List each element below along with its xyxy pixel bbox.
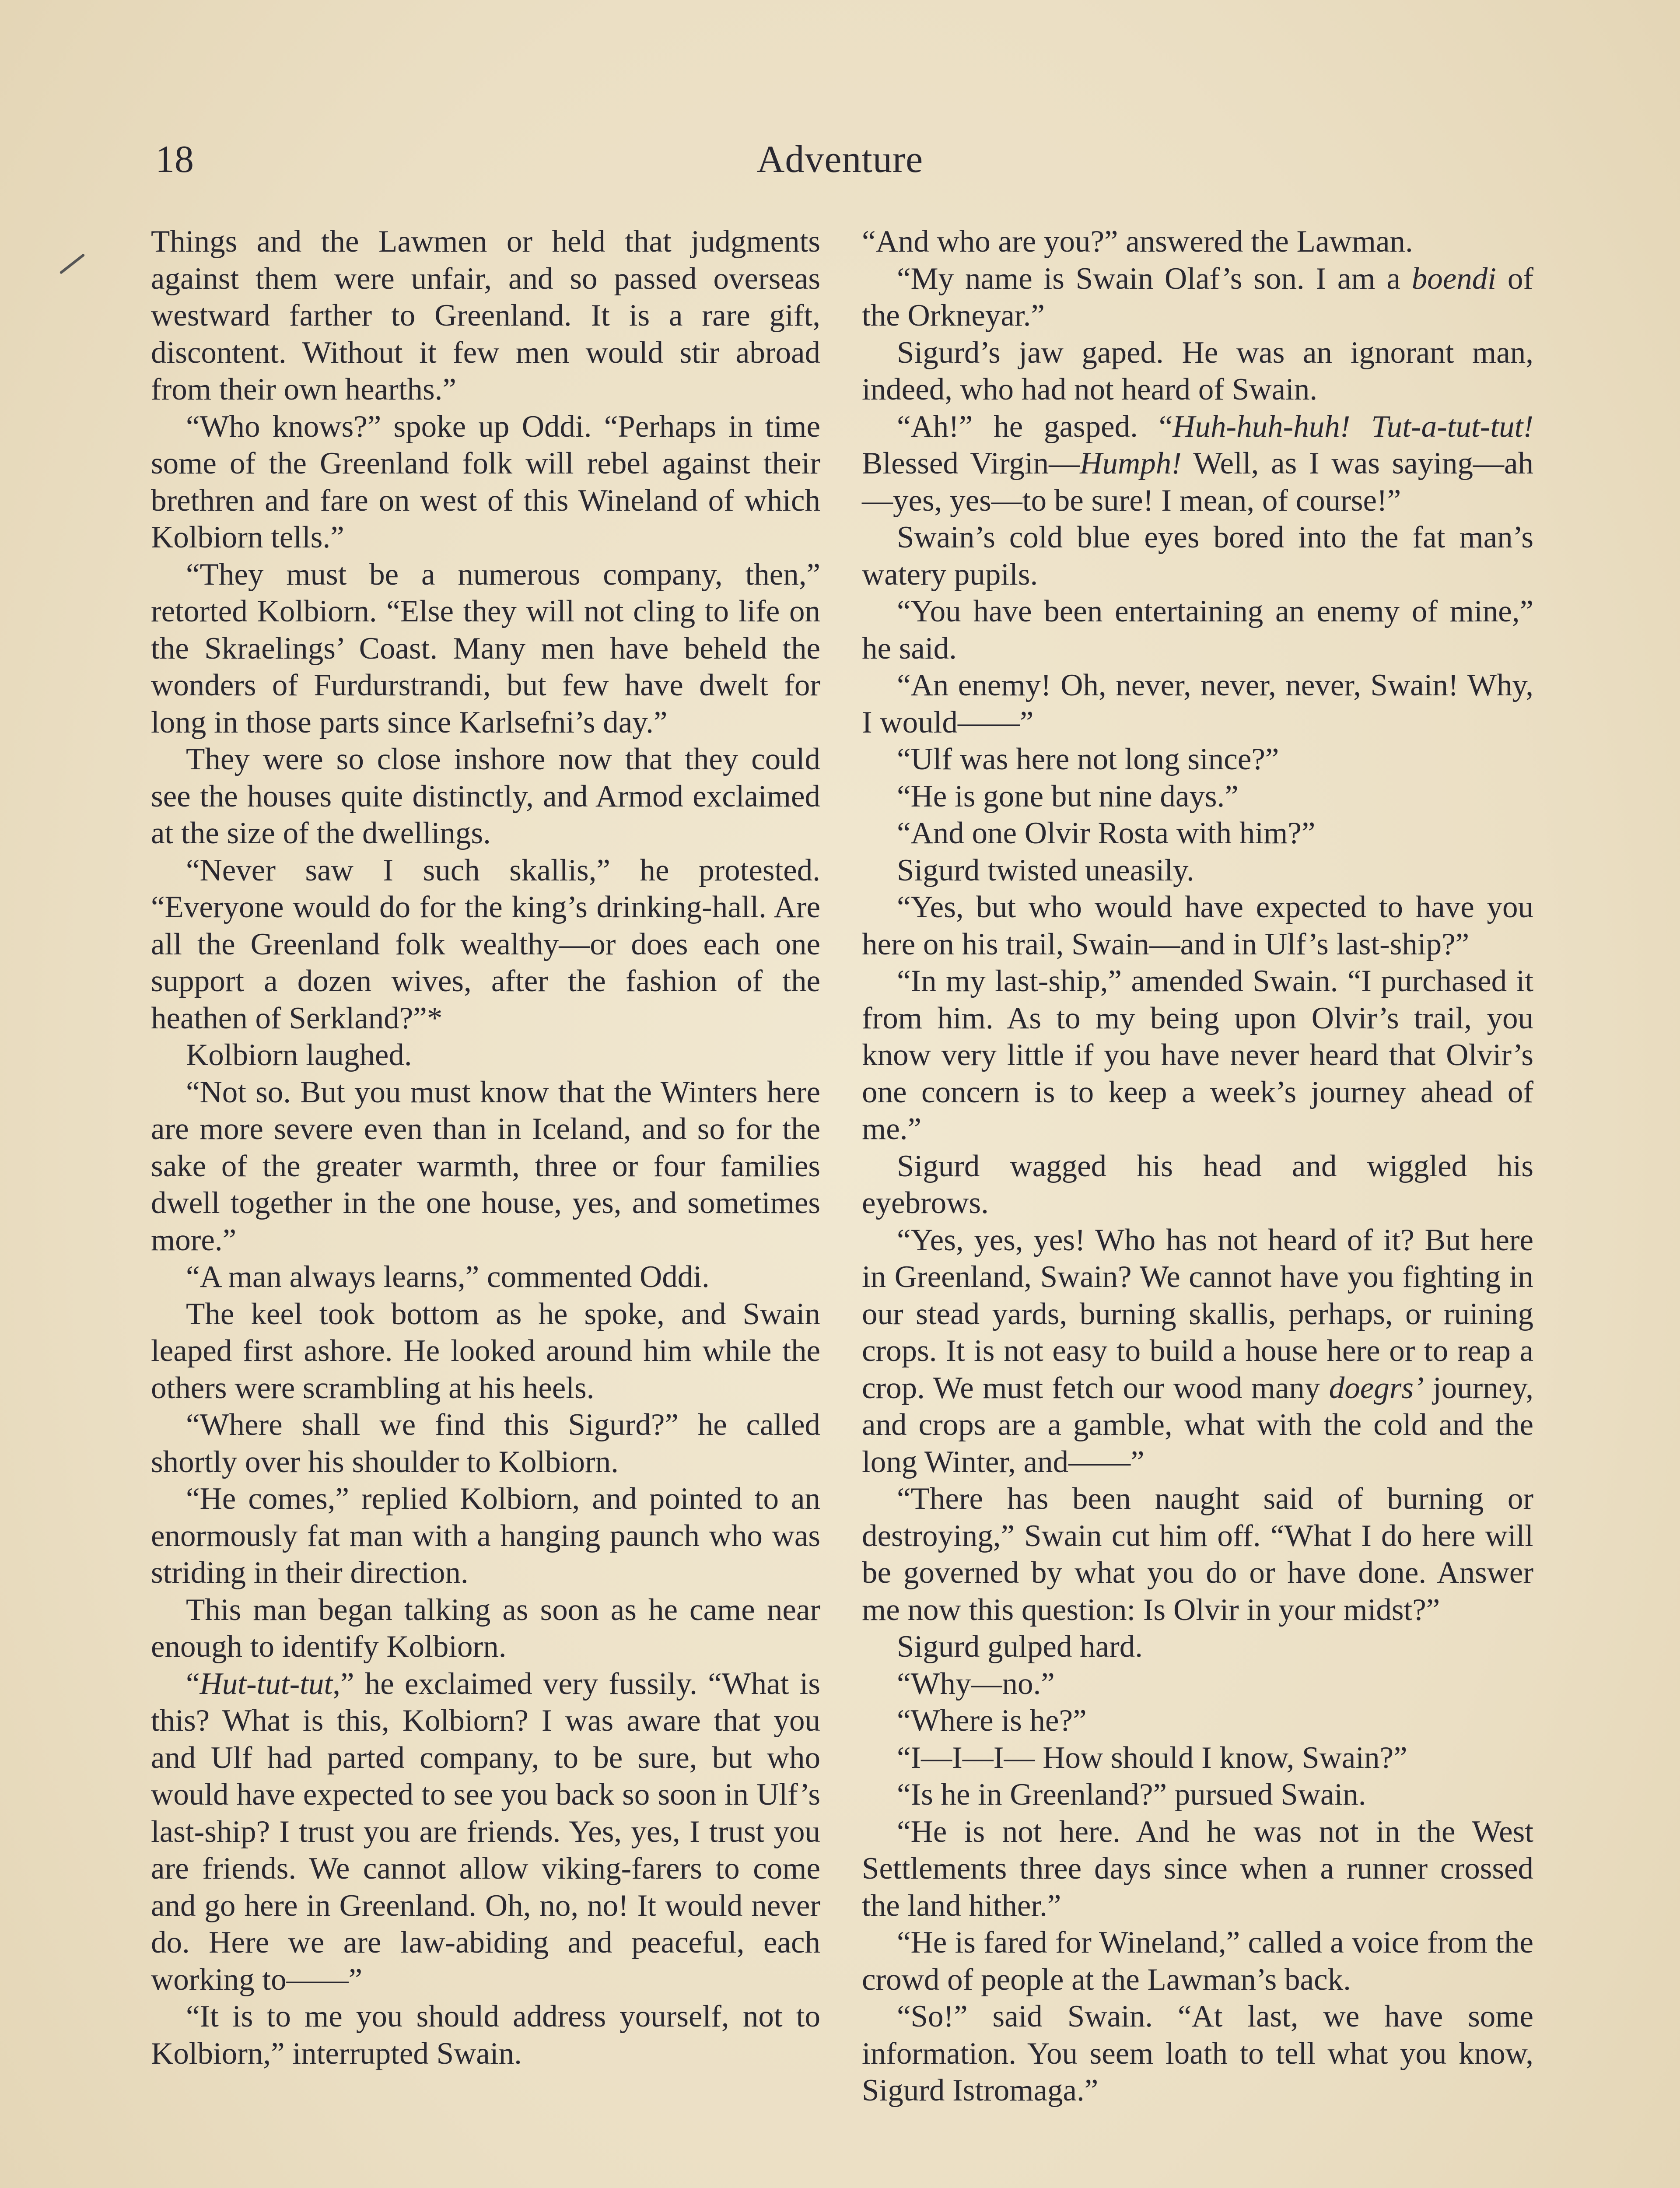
paragraph: “Who knows?” spoke up Oddi. “Perhaps in time some of the Greenland folk will rebel against their brethren and fare on west of this Wineland of which Kolbiorn tells.” [151, 409, 820, 554]
paragraph: “An enemy! Oh, never, never, never, Swain! Why, I would——” [862, 668, 1533, 740]
paragraph: “Hut-tut-tut,” he exclaimed very fussily. “What is this? What is this, Kolbiorn? I was aware that you and Ulf had parted company, to be sure, but who would have expected to see you back so soon in Ulf’s last-ship? I trust you are friends. Yes, yes, I trust you are friends. We cannot allow viking-farers to come and go here in Greenland. Oh, no, no! It would never do. Here we are law-abiding and peaceful, each working to——” [151, 1666, 820, 1997]
paragraph: Sigurd gulped hard. [897, 1630, 1143, 1664]
paragraph: Sigurd’s jaw gaped. He was an ignorant man, indeed, who had not heard of Swain. [862, 335, 1533, 407]
paragraph: “He is gone but nine days.” [897, 779, 1239, 813]
paragraph: “They must be a numerous company, then,” retorted Kolbiorn. “Else they will not cling to life on the Skraelings’ Coast. Many men have beheld the wonders of Furdurstrandi, but few have dwelt for long in those parts since Karlsefni’s day.” [151, 557, 820, 740]
paragraph: Sigurd wagged his head and wiggled his eyebrows. [862, 1149, 1533, 1220]
page-header [0, 131, 1680, 188]
paragraph: “A man always learns,” commented Oddi. [186, 1260, 710, 1294]
paragraph: “Where shall we find this Sigurd?” he called shortly over his shoulder to Kolbiorn. [151, 1408, 820, 1479]
right-column [862, 223, 1533, 2109]
pen-mark [60, 253, 85, 274]
paragraph: “You have been entertaining an enemy of mine,” he said. [862, 594, 1533, 666]
paragraph: “It is to me you should address yourself, not to Kolbiorn,” interrupted Swain. [151, 1999, 820, 2071]
paragraph: “Where is he?” [897, 1704, 1087, 1738]
page-number: 18 [155, 138, 194, 181]
paragraph: “In my last-ship,” amended Swain. “I purchased it from him. As to my being upon Olvir’s trail, you know very little if you have never heard that Olvir’s one concern is to keep a week’s journey ahead of me.” [862, 964, 1533, 1146]
paragraph: “Not so. But you must know that the Winters here are more severe even than in Iceland, and so for the sake of the greater warmth, three or four families dwell together in the one house, yes, and sometimes more.” [151, 1075, 820, 1257]
paragraph: “My name is Swain Olaf’s son. I am a boendi of the Orkneyar.” [862, 261, 1533, 333]
paragraph: Things and the Lawmen or held that judgments against them were unfair, and so passed overseas westward farther to Greenland. It is a rare gift, discontent. Without it few men would stir abroad from their own hearths.” [151, 224, 820, 407]
paragraph: Kolbiorn laughed. [186, 1038, 412, 1072]
running-title: Adventure [756, 138, 924, 181]
paragraph: Swain’s cold blue eyes bored into the fat man’s watery pupils. [862, 520, 1533, 592]
paragraph: “Yes, yes, yes! Who has not heard of it? But here in Greenland, Swain? We cannot have you fighting in our stead yards, burning skallis, perhaps, or ruining crops. It is not easy to build a house here or to reap a crop. We must fetch our wood many doegrs’ journey, and crops are a gamble, what with the cold and the long Winter, and——” [862, 1223, 1533, 1479]
paragraph: “Why—no.” [897, 1666, 1055, 1701]
paragraph: “He is not here. And he was not in the West Settlements three days since when a runner crossed the land hither.” [862, 1814, 1533, 1923]
paragraph: They were so close inshore now that they could see the houses quite distinctly, and Armod exclaimed at the size of the dwellings. [151, 742, 820, 850]
paragraph: “There has been naught said of burning or destroying,” Swain cut him off. “What I do here will be governed by what you do or have done. Answer me now this question: Is Olvir in your midst?” [862, 1482, 1533, 1627]
paragraph: “And who are you?” answered the Lawman. [862, 224, 1413, 259]
paragraph: “He is fared for Wineland,” called a voice from the crowd of people at the Lawman’s back. [862, 1925, 1533, 1997]
paragraph: This man began talking as soon as he came near enough to identify Kolbiorn. [151, 1592, 820, 1664]
paragraph: “Ah!” he gasped. “Huh-huh-huh! Tut-a-tut-tut! Blessed Virgin—Humph! Well, as I was saying—ah—yes, yes—to be sure! I mean, of course!” [862, 409, 1533, 518]
paragraph: Sigurd twisted uneasily. [897, 853, 1194, 887]
paragraph: “Never saw I such skallis,” he protested. “Everyone would do for the king’s drinking-hall. Are all the Greenland folk wealthy—or does each one support a dozen wives, after the fashion of the heathen of Serkland?”* [151, 853, 820, 1035]
paragraph: The keel took bottom as he spoke, and Swain leaped first ashore. He looked around him while the others were scrambling at his heels. [151, 1297, 820, 1405]
paragraph: “Is he in Greenland?” pursued Swain. [897, 1778, 1366, 1812]
paragraph: “He comes,” replied Kolbiorn, and pointed to an enormously fat man with a hanging paunch who was striding in their direction. [151, 1482, 820, 1590]
paragraph: “Ulf was here not long since?” [897, 742, 1279, 776]
paragraph: “And one Olvir Rosta with him?” [897, 816, 1316, 850]
paragraph: “Yes, but who would have expected to have you here on his trail, Swain—and in Ulf’s last-ship?” [862, 890, 1533, 961]
paragraph: “So!” said Swain. “At last, we have some information. You seem loath to tell what you know, Sigurd Istromaga.” [862, 1999, 1533, 2107]
paragraph: “I—I—I— How should I know, Swain?” [897, 1740, 1407, 1775]
left-column [151, 223, 820, 2072]
